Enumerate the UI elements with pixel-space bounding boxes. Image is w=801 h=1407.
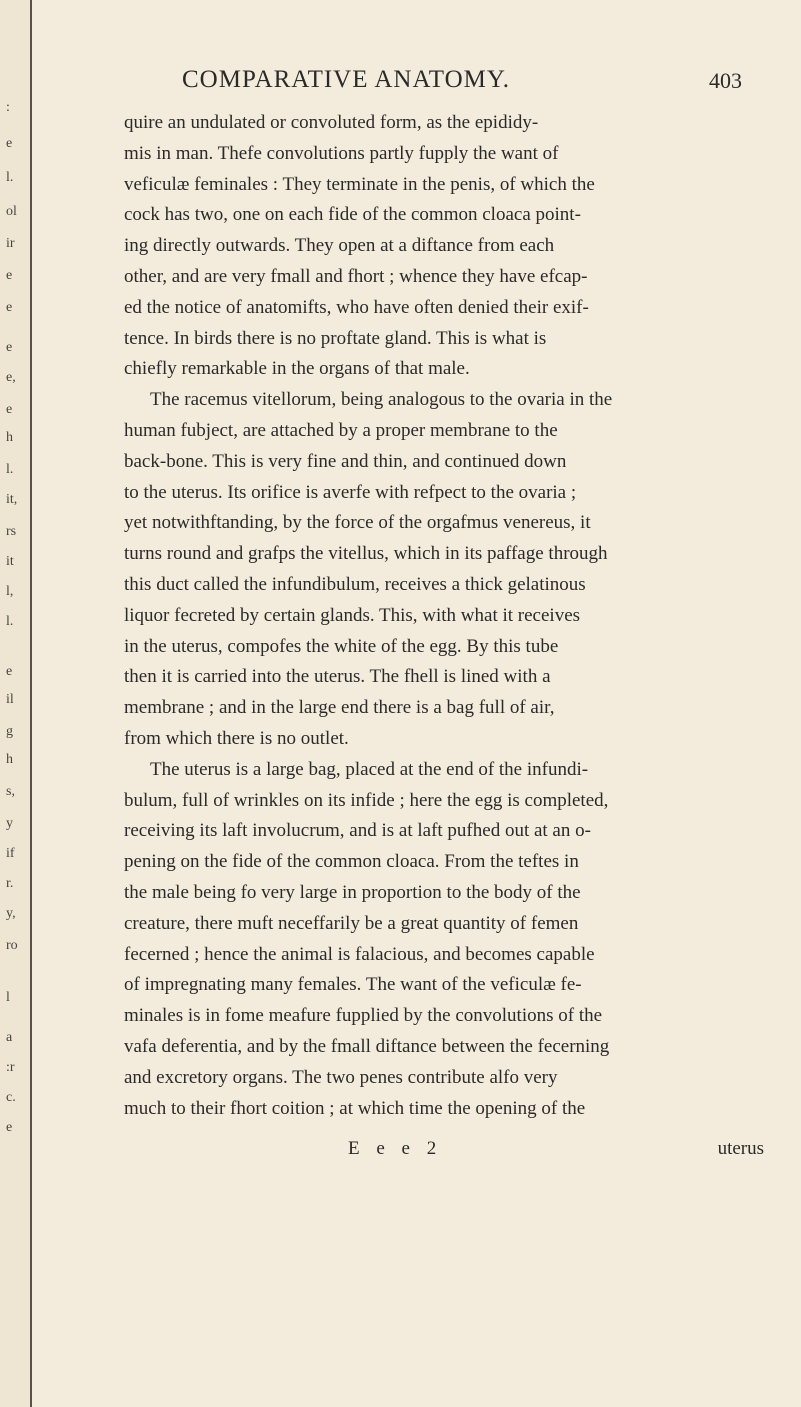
catchword: uterus	[717, 1138, 764, 1159]
gutter-mark: e	[6, 268, 13, 283]
text-line: human fubject, are attached by a proper membrane to the	[124, 419, 558, 441]
gutter-mark: e	[6, 300, 13, 315]
gutter-mark: rs	[6, 524, 17, 539]
text-line: creature, there muft neceffarily be a great quantity of femen	[124, 912, 579, 934]
text-line: cock has two, one on each fide of the common cloaca point-	[124, 204, 581, 226]
text-line: quire an undulated or convoluted form, as the epididy-	[124, 112, 539, 133]
text-line: to the uterus. Its orifice is averfe with refpect to the ovaria ;	[124, 481, 577, 503]
text-line: then it is carried into the uterus. The fhell is lined with a	[124, 666, 551, 688]
text-line: receiving its laft involucrum, and is at laft pufhed out at an o-	[124, 820, 591, 842]
text-line: The racemus vitellorum, being analogous to the ovaria in the	[150, 389, 613, 411]
gutter-mark: e	[6, 136, 13, 151]
text-line: membrane ; and in the large end there is a bag full of air,	[124, 697, 555, 719]
gutter-mark: ol	[6, 204, 17, 219]
gutter-mark: e,	[6, 370, 16, 385]
gutter-mark: a	[6, 1030, 13, 1045]
signature-mark: E e e 2	[348, 1138, 443, 1159]
gutter-mark: e	[6, 340, 13, 355]
gutter-mark: it	[6, 554, 14, 569]
text-line: liquor fecreted by certain glands. This, with what it receives	[124, 604, 581, 626]
body-text	[124, 108, 764, 1124]
text-line: ing directly outwards. They open at a diftance from each	[124, 235, 555, 257]
text-line: the male being fo very large in proportion to the body of the	[124, 881, 581, 903]
text-line: turns round and grafps the vitellus, which in its paffage through	[124, 543, 608, 565]
gutter-mark: y	[6, 816, 13, 831]
gutter-mark: :r	[6, 1060, 15, 1075]
text-line: pening on the fide of the common cloaca. From the teftes in	[124, 851, 579, 873]
gutter-mark: ro	[6, 938, 18, 953]
page-number: 403	[709, 68, 742, 93]
text-line: The uterus is a large bag, placed at the end of the infundi-	[150, 758, 589, 780]
text-line: much to their fhort coition ; at which time the opening of the	[124, 1097, 586, 1119]
page-header	[182, 66, 742, 98]
gutter-mark: g	[6, 724, 13, 739]
gutter-mark: l,	[6, 584, 14, 599]
text-line: from which there is no outlet.	[124, 727, 349, 749]
text-line: fecerned ; hence the animal is falacious, and becomes capable	[124, 943, 595, 965]
text-line: and excretory organs. The two penes contribute alfo very	[124, 1066, 558, 1088]
text-line: tence. In birds there is no proftate gland. This is what is	[124, 327, 547, 349]
text-line: minales is in fome meafure fupplied by the convolutions of the	[124, 1005, 603, 1027]
text-line: bulum, full of wrinkles on its infide ; here the egg is completed,	[124, 789, 609, 811]
gutter-mark: il	[6, 692, 14, 707]
text-line: mis in man. Thefe convolutions partly fupply the want of	[124, 142, 559, 164]
gutter-mark: r.	[6, 876, 14, 891]
text-line: yet notwithftanding, by the force of the orgafmus venereus, it	[124, 512, 591, 534]
gutter-mark: e	[6, 1120, 13, 1135]
gutter-mark: c.	[6, 1090, 16, 1105]
gutter-mark: e	[6, 402, 13, 417]
text-line: chiefly remarkable in the organs of that male.	[124, 358, 470, 380]
gutter-mark: l.	[6, 462, 14, 477]
text-line: back-bone. This is very fine and thin, and continued down	[124, 450, 567, 472]
text-line: veficulæ feminales : They terminate in the penis, of which the	[124, 173, 595, 195]
gutter-mark: it,	[6, 492, 18, 507]
gutter-mark: ir	[6, 236, 15, 251]
text-line: of impregnating many females. The want of the veficulæ fe-	[124, 974, 582, 996]
gutter-mark: s,	[6, 784, 15, 799]
text-line: vafa deferentia, and by the fmall diftance between the fecerning	[124, 1035, 610, 1057]
gutter-mark: l	[6, 990, 10, 1005]
page-footer	[124, 1138, 764, 1168]
gutter-mark: l.	[6, 170, 14, 185]
gutter-mark: l.	[6, 614, 14, 629]
gutter-mark: :	[6, 100, 10, 115]
gutter-mark: h	[6, 430, 13, 445]
page-gutter-margin	[0, 0, 32, 1407]
text-line: this duct called the infundibulum, receives a thick gelatinous	[124, 573, 586, 595]
gutter-mark: e	[6, 664, 13, 679]
text-line: ed the notice of anatomifts, who have often denied their exif-	[124, 296, 589, 318]
gutter-mark: h	[6, 752, 13, 767]
text-line: other, and are very fmall and fhort ; whence they have efcap-	[124, 265, 588, 287]
running-title: COMPARATIVE ANATOMY.	[182, 66, 510, 93]
gutter-mark: if	[6, 846, 15, 861]
gutter-mark: y,	[6, 906, 16, 921]
text-line: in the uterus, compofes the white of the egg. By this tube	[124, 635, 559, 657]
